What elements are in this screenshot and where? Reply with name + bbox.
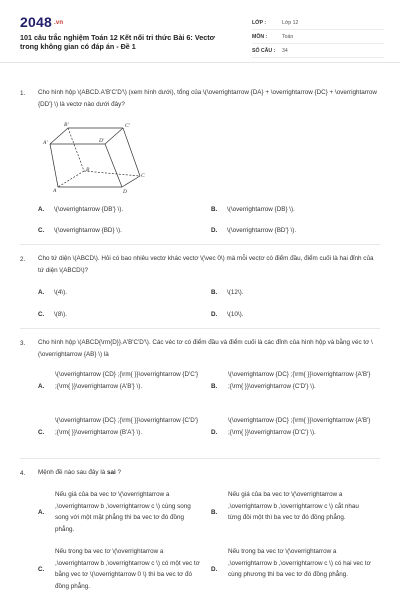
site-logo[interactable]	[20, 14, 63, 30]
vertex-label: D	[123, 189, 127, 195]
answer-option-c[interactable]: C. \(8\).	[38, 311, 67, 318]
page-header	[0, 0, 400, 63]
meta-value: Lớp 12	[282, 19, 299, 26]
vertex-label: C'	[125, 123, 130, 129]
question-divider	[20, 328, 380, 329]
meta-row-subject	[252, 30, 384, 44]
meta-key: SỐ CÂU :	[252, 47, 276, 54]
logo-suffix: .vn	[53, 20, 64, 27]
vertex-label: A'	[43, 140, 48, 146]
answer-option-a[interactable]: A. \(\overrightarrow {CD} ;{\rm{ }}\overrightarrow {D'C'} ;{\rm{ }}\overrightarrow {A'B'} \).	[38, 371, 199, 390]
vertex-label: D'	[99, 138, 105, 144]
emphasis-word: sai	[106, 469, 116, 476]
meta-key: MÔN :	[252, 33, 268, 40]
question-divider	[20, 244, 380, 245]
meta-value: 34	[282, 47, 288, 54]
question-text: Cho hình hộp \(ABCD.A'B'C'D'\) (xem hình dưới), tổng của \(\overrightarrow {DA} + \overrightarrow {DC} + \overrightarrow {DD'} \) là vectơ nào dưới đây?	[38, 89, 377, 108]
question-divider	[20, 458, 380, 459]
question-text: Cho hình hộp \(ABCD{\rm{D}}.A'B'C'D'\). Các véc tơ có điểm đầu và điểm cuối là các đỉnh của hình hộp và bằng véc tơ \(\overrightarrow {AB} \) là	[38, 339, 373, 358]
meta-row-count	[252, 44, 384, 58]
answer-option-a[interactable]: A. Nếu giá của ba vec tơ \(\overrightarrow a ,\overrightarrow b ,\overrightarrow c \) cùng song song với một mặt phẳng thì ba vec tơ đó đồng phẳng.	[38, 491, 191, 533]
vertex-label: A	[53, 188, 57, 194]
answer-option-b[interactable]: B. \(\overrightarrow {DB} \).	[211, 206, 295, 213]
answer-option-b[interactable]: B. \(12\).	[211, 289, 244, 296]
answer-option-d[interactable]: D. \(\overrightarrow {BD'} \).	[211, 227, 297, 234]
question-text: Mệnh đề nào sau đây là sai ?	[38, 469, 121, 476]
answer-option-c[interactable]: C. \(\overrightarrow {BD} \).	[38, 227, 122, 234]
answer-option-b[interactable]: B. \(\overrightarrow {DC} ;{\rm{ }}\overrightarrow {A'B'} ;{\rm{ }}\overrightarrow {C'D'} \).	[211, 371, 371, 390]
answer-option-a[interactable]: A. \(4\).	[38, 289, 67, 296]
answer-option-a[interactable]: A. \(\overrightarrow {DB'} \).	[38, 206, 124, 213]
meta-key: LỚP :	[252, 19, 267, 26]
answer-option-b[interactable]: B. Nếu giá của ba vec tơ \(\overrightarrow a ,\overrightarrow b ,\overrightarrow c \) cắt nhau từng đôi một thì ba vec tơ đó đồng phẳng.	[211, 491, 359, 521]
question-number: 4.	[20, 470, 26, 477]
vertex-label: B'	[64, 122, 69, 128]
page-title: 101 câu trắc nghiệm Toán 12 Kết nối tri thức Bài 6: Vectơ trong không gian có đáp án - Đề 1	[20, 33, 215, 51]
logo-text: 2048	[20, 14, 52, 30]
answer-option-d[interactable]: D. \(10\).	[211, 311, 244, 318]
meta-row-class	[252, 16, 384, 30]
question-text: Cho tứ diện \(ABCD\). Hỏi có bao nhiêu vectơ khác vectơ \(\vec 0\) mà mỗi vectơ có điểm đầu, điểm cuối là hai đỉnh của tứ diện \(ABCD\)?	[38, 255, 374, 274]
question-number: 3.	[20, 340, 26, 347]
answer-option-c[interactable]: C. Nếu trong ba vec tơ \(\overrightarrow a ,\overrightarrow b ,\overrightarrow c \) có một vec tơ bằng vec tơ \(\overrightarrow 0 \) thì ba vec tơ đó đồng phẳng.	[38, 548, 200, 590]
question-number: 1.	[20, 90, 26, 97]
vertex-label: C	[141, 173, 145, 179]
question-number: 2.	[20, 256, 26, 263]
answer-option-d[interactable]: D. Nếu trong ba vec tơ \(\overrightarrow a ,\overrightarrow b ,\overrightarrow c \) có hai vec tơ cùng phương thì ba vec tơ đó đồng phẳng.	[211, 548, 371, 578]
quiz-meta-table	[252, 16, 384, 58]
answer-option-c[interactable]: C. \(\overrightarrow {DC} ;{\rm{ }}\overrightarrow {C'D'} ;{\rm{ }}\overrightarrow {B'A'} \).	[38, 417, 199, 436]
meta-value: Toán	[282, 33, 294, 40]
parallelepiped-figure	[38, 120, 148, 195]
vertex-label: B	[86, 167, 90, 173]
answer-option-d[interactable]: D. \(\overrightarrow {DC} ;{\rm{ }}\overrightarrow {A'B'} ;{\rm{ }}\overrightarrow {D'C'} \).	[211, 417, 371, 436]
